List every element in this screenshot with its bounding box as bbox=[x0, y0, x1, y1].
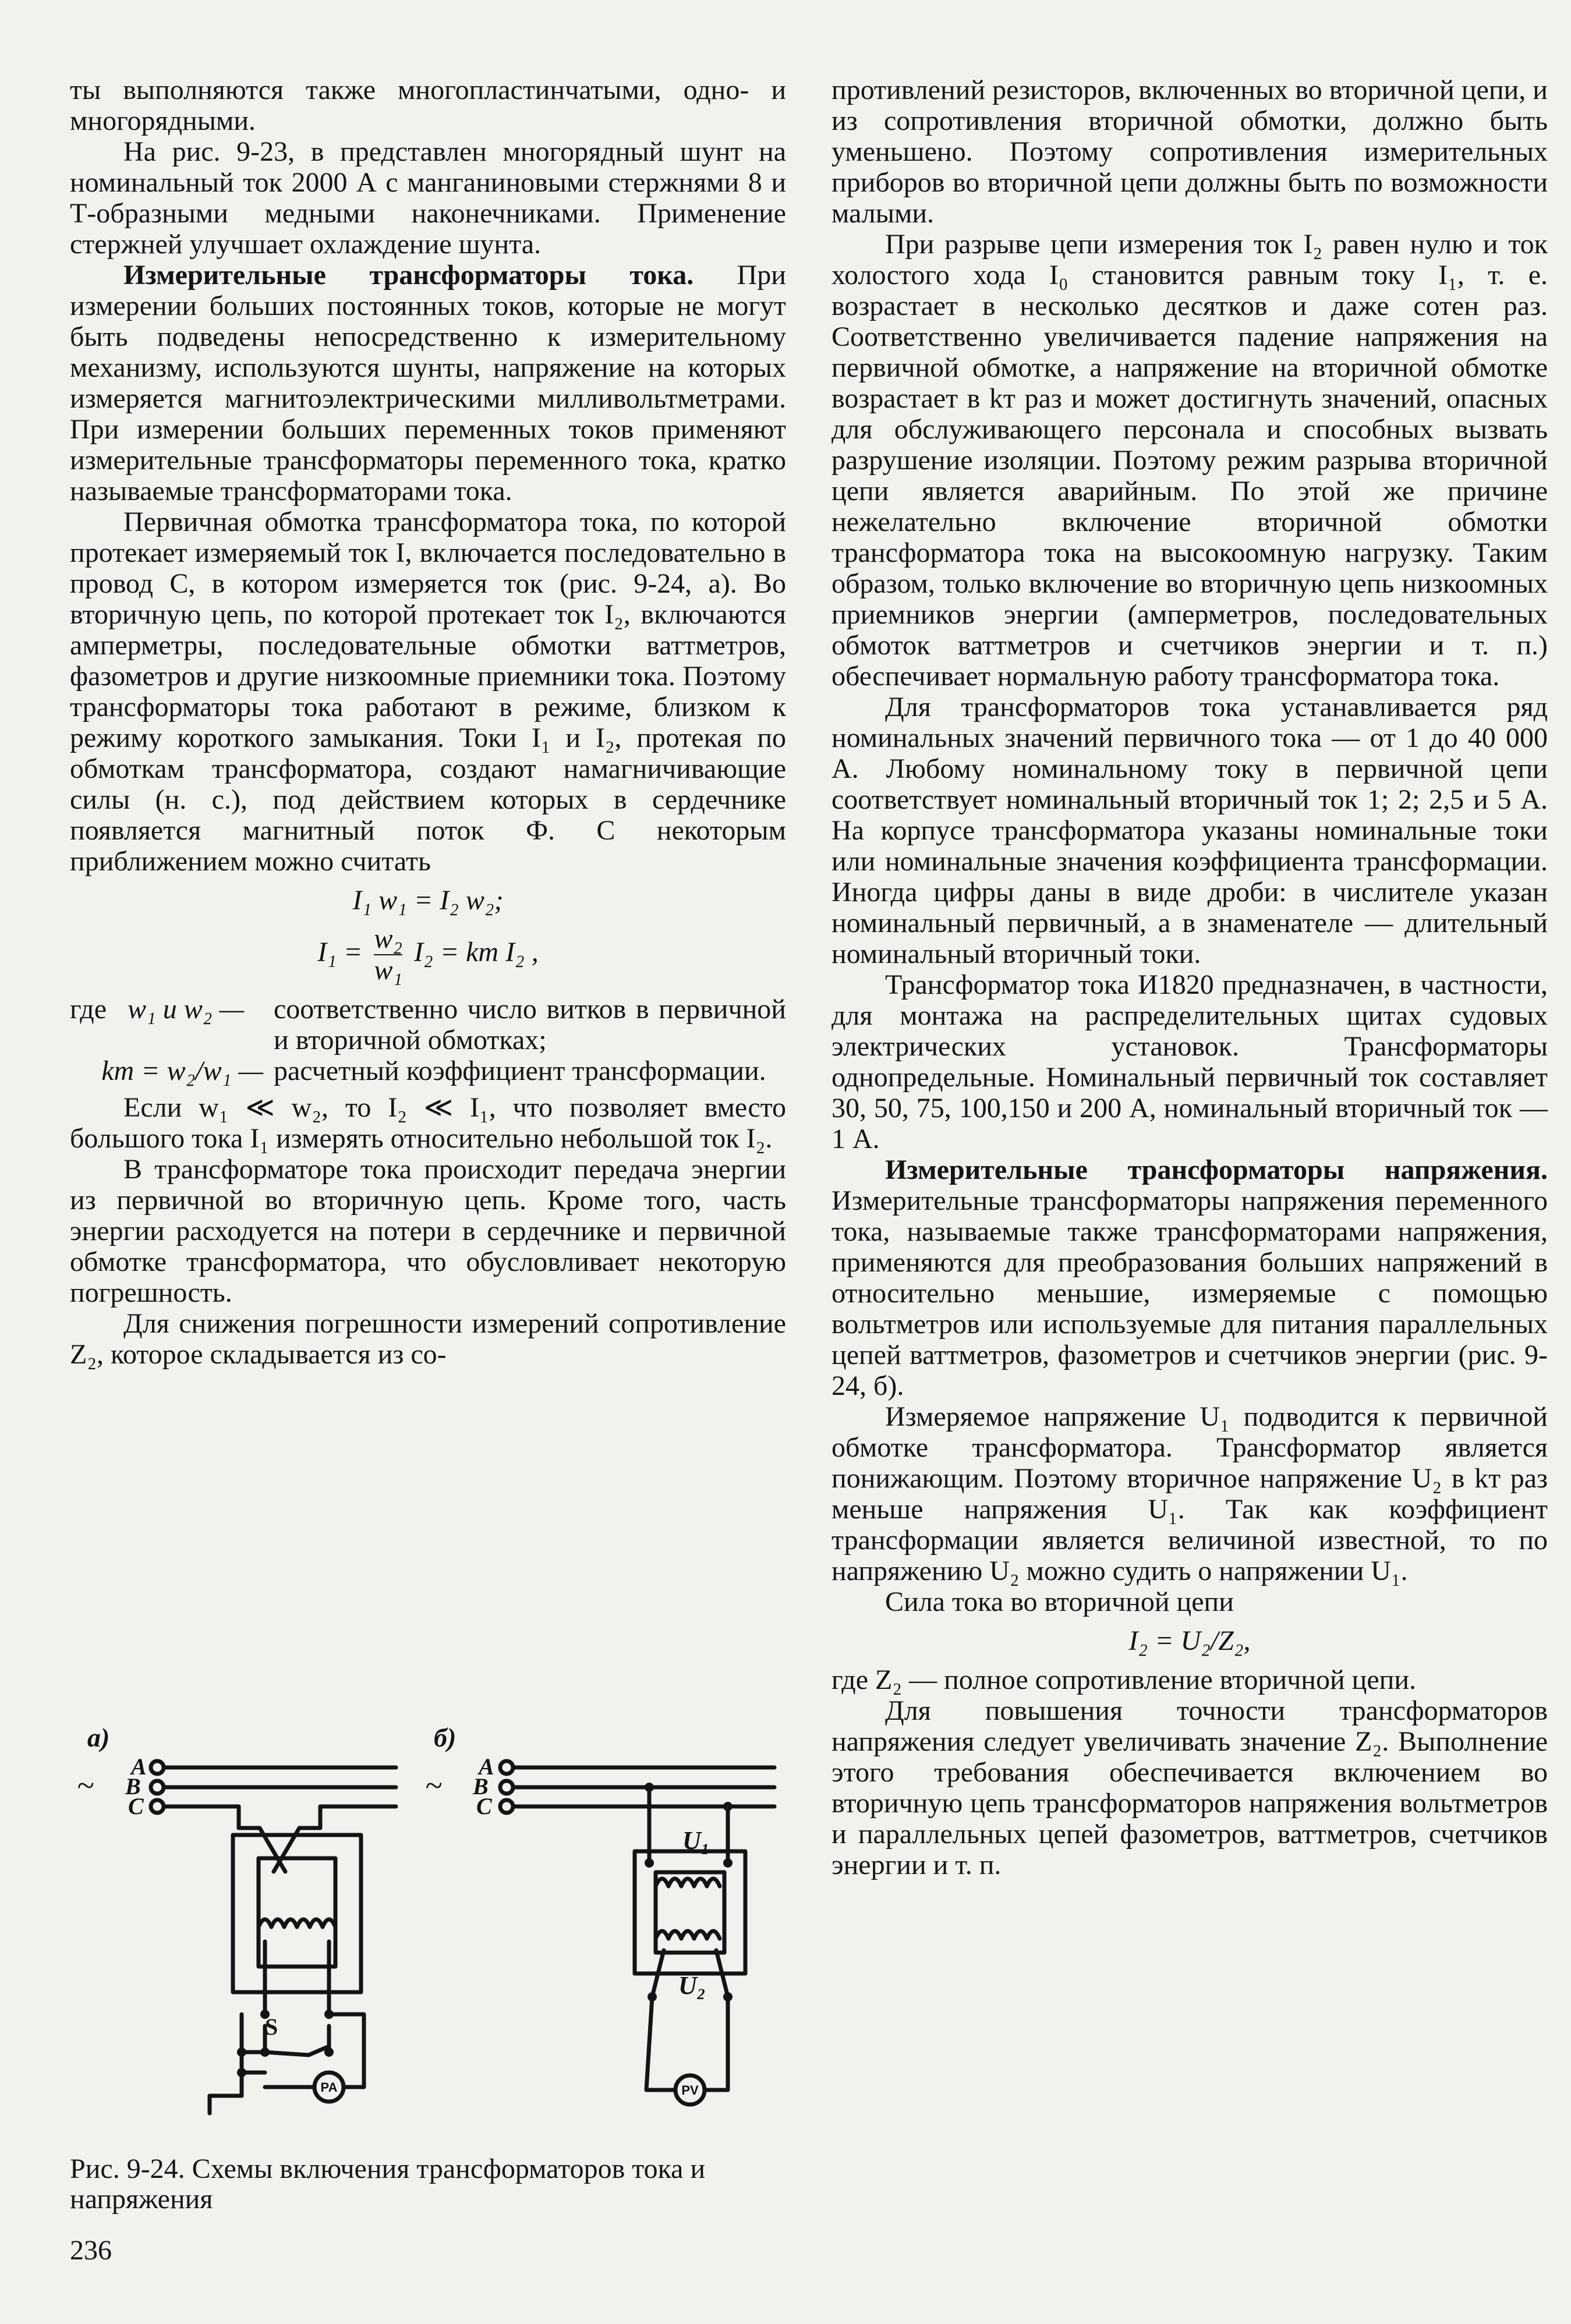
paragraph bbox=[70, 260, 786, 506]
paragraph: Первичная обмотка трансформатора тока, по которой протекает измеряемый ток I, включается последовательно в провод С, в котором измеряется ток (рис. 9-24, а). Во вторичную цепь, по которой протекает ток I₂, включаются амперметры, последовательные обмотки ваттметров, фазометров и другие низкоомные приемники тока. Поэтому трансформаторы тока работают в режиме, близком к режиму короткого замыкания. Токи I₁ и I₂, протекая по обмоткам трансформатора, создают намагничивающие силы (н. с.), под действием которых в сердечнике появляется магнитный поток Ф. С некоторым приближением можно считать bbox=[70, 506, 786, 877]
voltage-label: U₂ bbox=[678, 1971, 706, 2000]
equation-part: I₁ = bbox=[317, 937, 363, 968]
fraction bbox=[374, 924, 402, 986]
figure-label-a: а) bbox=[87, 1723, 110, 1752]
ac-symbol: ~ bbox=[425, 1768, 443, 1803]
definition-value: расчетный коэффициент трансформации. bbox=[274, 1055, 766, 1086]
definitions bbox=[70, 994, 786, 1086]
paragraph: Сила тока во вторичной цепи bbox=[885, 1586, 1234, 1617]
fraction-denominator: w₁ bbox=[374, 955, 403, 986]
page-number: 236 bbox=[70, 2235, 112, 2266]
equation bbox=[70, 924, 786, 986]
diagram-a-wiring bbox=[151, 1761, 396, 2113]
diagram-b-wiring bbox=[500, 1761, 774, 2105]
equation: I₂ = U₂/Z₂, bbox=[1128, 1625, 1251, 1656]
paragraph: В трансформаторе тока происходит передача энергии из первичной во вторичную цепь. Кроме того, часть энергии расходуется на потери в сердечнике и первичной обмотке трансформатора, что обусловливает некоторую погрешность. bbox=[70, 1154, 786, 1308]
circuit-diagram-figure bbox=[64, 1712, 798, 2119]
paragraph bbox=[832, 1154, 1548, 1401]
paragraph-text: При измерении больших постоянных токов, которые не могут быть подведены непосредственно к измерительному механизму, используются шунты, напряжение на которых измеряется магнитоэлектрическими милливольтметрами. При измерении больших переменных токов применяют измерительные трансформаторы переменного тока, кратко называемые трансформаторами тока. bbox=[70, 260, 786, 506]
paragraph: Измеряемое напряжение U₁ подводится к первичной обмотке трансформатора. Трансформатор является понижающим. Поэтому вторичное напряжение U₂ в kт раз меньше напряжения U₁. Так как коэффициент трансформации является величиной известной, то по напряжению U₂ можно судить о напряжении U₁. bbox=[832, 1401, 1548, 1586]
paragraph: Для трансформаторов тока устанавливается ряд номинальных значений первичного тока — от 1 до 40 000 А. Любому номинальному току в первичной цепи соответствует номинальный вторичный ток 1; 2; 2,5 и 5 А. На корпусе трансформатора указаны номинальные токи или номинальные значения коэффициента трансформации. Иногда цифры даны в виде дроби: в числителе указан номинальный первичный, а в знаменателе — длительный номинальный вторичный токи. bbox=[832, 692, 1548, 969]
paragraph: Для повышения точности трансформаторов напряжения следует увеличивать значение Z₂. Выполнение этого требования обеспечивается включением во вторичную цепь трансформаторов напряжения вольтметров и параллельных цепей фазометров, ваттметров, счетчиков энергии и т. п. bbox=[832, 1695, 1548, 1880]
figure-label-b: б) bbox=[434, 1723, 457, 1752]
switch-label: S bbox=[265, 2014, 278, 2040]
figure-caption: Рис. 9-24. Схемы включения трансформаторов тока и напряжения bbox=[70, 2153, 706, 2215]
equation: I₁ w₁ = I₂ w₂; bbox=[352, 885, 504, 916]
fraction-numerator: w₂ bbox=[374, 923, 403, 954]
phase-label: С bbox=[128, 1793, 144, 1819]
ac-symbol: ~ bbox=[77, 1768, 94, 1803]
paragraph: ты выполняются также многопластинчатыми, одно- и многорядными. bbox=[70, 75, 786, 136]
voltmeter-label: PV bbox=[681, 2083, 699, 2098]
ammeter-label: PA bbox=[320, 2080, 338, 2095]
phase-label: А bbox=[479, 1753, 494, 1780]
paragraph-text: Измерительные трансформаторы напряжения переменного тока, называемые также трансформаторами напряжения, применяются для преобразования больших напряжений в относительно меньшие, измеряемые с помощью вольтметров или используемые для питания параллельных цепей ваттметров, фазометров и счетчиков энергии (рис. 9-24, б). bbox=[832, 1185, 1548, 1401]
phase-label: С bbox=[476, 1793, 492, 1819]
section-heading: Измерительные трансформаторы тока. bbox=[123, 260, 694, 290]
paragraph: Трансформатор тока И1820 предназначен, в частности, для монтажа на распределительных щитах судовых электрических установок. Трансформаторы однопредельные. Номинальный первичный ток составляет 30, 50, 75, 100,150 и 200 А, номинальный вторичный ток — 1 А. bbox=[832, 969, 1548, 1154]
definition-symbol: w₁ и w₂ — bbox=[128, 994, 245, 1025]
equation-part: I₂ = kт I₂ , bbox=[414, 937, 539, 968]
left-column bbox=[70, 75, 786, 1370]
definition-key: kт = w₂/w₁ — bbox=[101, 1055, 263, 1086]
where-word: где bbox=[70, 994, 107, 1025]
paragraph: При разрыве цепи измерения ток I₂ равен нулю и ток холостого хода I₀ становится равным току I₁, т. е. возрастает в несколько десятков и даже сотен раз. Соответственно увеличивается падение напряжения на первичной обмотке, а напряжение на вторичной обмотке возрастает в kт раз и может достигнуть значений, опасных для обслуживающего персонала и способных вызвать разрушение изоляции. Поэтому режим разрыва вторичной цепи является аварийным. По этой же причине нежелательно включение вторичной обмотки трансформатора тока на высокоомную нагрузку. Таким образом, только включение во вторичную цепь низкоомных приемников энергии (амперметров, последовательных обмоток ваттметров и счетчиков энергии и т. п.) обеспечивает нормальную работу трансформатора тока. bbox=[832, 229, 1548, 692]
right-column bbox=[832, 75, 1548, 1880]
voltage-label: U₁ bbox=[682, 1826, 710, 1855]
paragraph: Для снижения погрешности измерений сопротивление Z₂, которое складывается из со- bbox=[70, 1308, 786, 1370]
paragraph: На рис. 9-23, в представлен многорядный шунт на номинальный ток 2000 А с манганиновыми стержнями 8 и Т-образными медными наконечниками. Применение стержней улучшает охлаждение шунта. bbox=[70, 136, 786, 260]
section-heading: Измерительные трансформаторы напряжения. bbox=[885, 1154, 1548, 1185]
phase-label: В bbox=[125, 1773, 141, 1799]
definition-value: соответственно число витков в первичной и вторичной обмотках; bbox=[274, 994, 786, 1055]
phase-label: В bbox=[473, 1773, 489, 1799]
definition-key bbox=[70, 994, 268, 1055]
paragraph: Если w₁ ≪ w₂, то I₂ ≪ I₁, что позволяет вместо большого тока I₁ измерять относительно небольшой ток I₂. bbox=[70, 1092, 786, 1154]
paragraph: где Z₂ — полное сопротивление вторичной цепи. bbox=[832, 1664, 1417, 1695]
phase-label: А bbox=[131, 1753, 147, 1780]
paragraph: противлений резисторов, включенных во вторичной цепи, и из сопротивления вторичной обмотки, должно быть уменьшено. Поэтому сопротивления измерительных приборов во вторичной цепи должны быть по возможности малыми. bbox=[832, 75, 1548, 229]
